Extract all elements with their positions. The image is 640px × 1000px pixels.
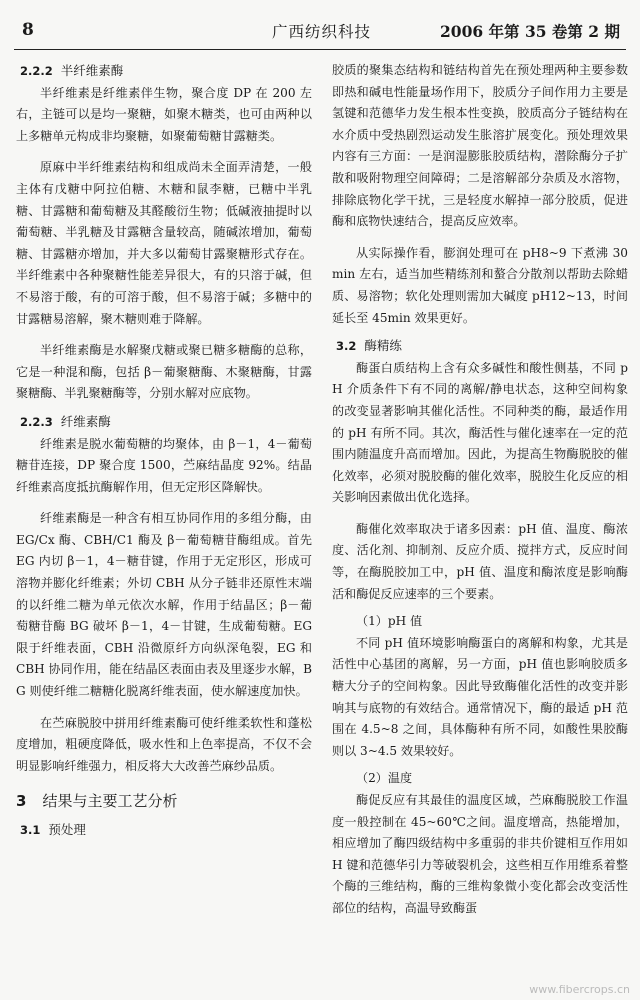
section-number: 2.2.3 (20, 414, 53, 429)
left-column (16, 60, 312, 842)
section-number: 3 (16, 792, 27, 811)
paragraph: 不同 pH 值环境影响酶蛋白的离解和构象，尤其是活性中心基团的离解，另一方面，pH 值也影响胶质多糖大分子的空间构象。因此导致酶催化活性的改变并影响其与底物的有效结合。通常情况下，酶的最适 pH 范围在 4.5~8 之间，具体酶种有所不同，如酸性果胶酶则以 3~4.5 效果较好。 (332, 635, 628, 758)
subheading-ph: （1）pH 值 (356, 614, 423, 629)
page-header (14, 14, 626, 54)
section-heading-2-2-2 (16, 60, 312, 83)
paragraph: 酶催化效率取决于诸多因素：pH 值、温度、酶浓度、活化剂、抑制剂、反应介质、搅拌方式，反应时间等，在酶脱胶加工中，pH 值、温度和酶浓度是影响酶活和酶促反应速率的三个要素。 (332, 521, 628, 601)
paragraph: 胶质的聚集态结构和链结构首先在预处理两种主要参数即热和碱电性能量场作用下，胶质分子间作用力主要是氢键和范德华力发生根本性变换，胶质高分子链结构在水介质中受热剧烈运动发生胀溶扩展变化。预处理效果内容有三方面：一是润湿膨胀胶质结构，潜除酶分子扩散和吸附物理空间障碍；二是溶解部分杂质及水溶物，排除底物化学干扰，三是轻度水解掉一部分胶质，促进酶和底物快速结合，提高反应效率。 (332, 63, 628, 229)
section-title: 结果与主要工艺分析 (42, 792, 178, 811)
section-heading-2-2-3 (16, 411, 312, 434)
section-number: 3.2 (336, 339, 357, 354)
section-title: 纤维素酶 (60, 413, 111, 429)
subheading-temperature: （2）温度 (356, 771, 413, 786)
paragraph: 从实际操作看，膨润处理可在 pH8~9 下煮沸 30min 左右，适当加些精练剂和螯合分散剂以帮助去除蜡质、易溶物；软化处理则需加大碱度 pH12~13，时间延长至 45min 效果更好。 (332, 245, 628, 325)
section-title: 半纤维素酶 (60, 63, 124, 78)
paragraph: 半纤维素酶是水解聚戊糖或聚已糖多糖酶的总称，它是一种混和酶，包括 β－葡聚糖酶、木聚糖酶，甘露聚糖酶、半乳聚糖酶等，分别水解对应底物。 (16, 343, 312, 401)
header-rule (14, 49, 626, 50)
section-number: 3.1 (20, 823, 41, 837)
section-title: 预处理 (48, 822, 86, 837)
paragraph: 酶促反应有其最佳的温度区域，苎麻酶脱胶工作温度一般控制在 45~60℃之间。温度增高，热能增加，相应增加了酶四级结构中多重弱的非共价键相互作用如 H 键和范德华引力等破裂机会，这些相互作用维系着整个酶的三维结构，酶的三维构象微小变化都会改变活性部位的结构，高温导致酶蛋 (332, 793, 628, 915)
paragraph: 在苎麻脱胶中拼用纤维素酶可使纤维柔软性和蓬松度增加，粗硬度降低，吸水性和上色率提高，不仅不会明显影响纤维强力，相反将大大改善苎麻纱品质。 (16, 715, 312, 773)
paragraph: 酶蛋白质结构上含有众多碱性和酸性侧基，不同 pH 介质条件下有不同的离解/静电状态，这种空间构象的改变显著影响其催化活性。不同种类的酶，最适作用的 pH 有所不同。其次，酶活性与催化速率在一定的范围内随温度升高而增加。因此，为提高生物酶脱胶的催化效率，必须对脱胶酶的催化效率，脱胶生化反应的相关影响因素做出优化选择。 (332, 360, 628, 505)
section-heading-3-2 (332, 335, 628, 358)
issue-info: 2006 年第 35 卷第 2 期 (440, 22, 620, 41)
journal-name: 广西纺织科技 (272, 23, 372, 41)
paragraph: 原麻中半纤维素结构和组成尚未全面弄清楚，一般主体有戊糖中阿拉伯糖、木糖和鼠李糖，已糖中半乳糖、甘露糖和葡萄糖及其醛酸衍生物；低碱液抽提时以葡萄糖、半乳糖及甘露糖含量较高，随碱浓增加，葡萄糖、甘露糖亦增加，并大多以葡萄甘露聚糖形式存在。半纤维素中各种聚糖性能差异很大，有的只溶于碱，但不易溶于酸，有的可溶于酸，但不易溶于碱；多糖中的甘露糖易溶解，聚木糖则难于降解。 (16, 160, 312, 326)
section-heading-3 (16, 791, 312, 813)
paragraph: 纤维素是脱水葡萄糖的均聚体，由 β－1，4－葡萄糖苷连接，DP 聚合度 1500，苎麻结晶度 92%。结晶纤维素高度抵抗酶解作用，但无定形区降解快。 (16, 436, 312, 494)
page-number: 8 (22, 20, 34, 40)
section-heading-3-1 (16, 819, 312, 842)
paragraph: 纤维素酶是一种含有相互协同作用的多组分酶，由 EG/Cx 酶、CBH/C1 酶及 β－葡萄糖苷酶组成。首先 EG 内切 β－1，4－糖苷键，作用于无定形区，形成可溶物并膨化纤维素；外切 CBH 从分子链非还原性末端的以纤维二糖为单元依次水解，作用于结晶区；β－葡萄糖苷酶 BG 破坏 β－1，4－甘键，生成葡萄糖。EG 限于纤维表面，CBH 沿微原纤方向纵深龟裂，EG 和 CBH 协同作用，能在结晶区表面由表及里逐步水解，BG 则使纤维二糖糖化脱离纤维表面，使水解速度加快。 (16, 511, 312, 699)
paragraph: 半纤维素是纤维素伴生物，聚合度 DP 在 200 左右，主链可以是均一聚糖，如聚木糖类，也可由两种以上多糖单元构成非均聚糖，如聚葡萄糖甘露糖类。 (16, 85, 312, 143)
section-title: 酶精练 (364, 338, 402, 354)
right-column (332, 60, 628, 920)
watermark: www.fibercrops.cn (529, 983, 630, 996)
section-number: 2.2.2 (20, 64, 53, 78)
